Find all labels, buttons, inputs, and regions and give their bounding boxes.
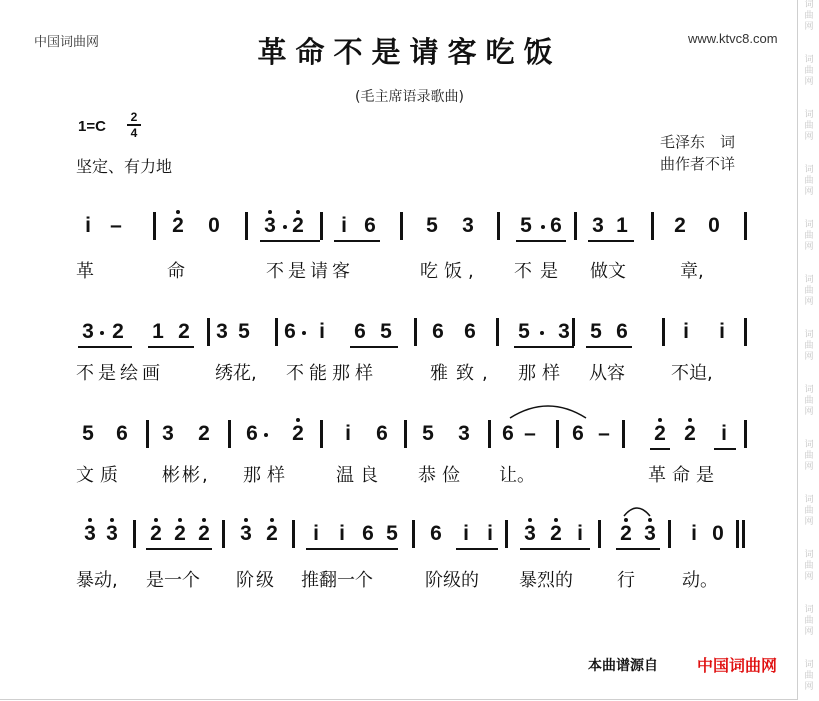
bar-line [320,212,323,240]
bar-line [320,420,323,448]
lyric: 阶级的 [425,570,479,591]
bar-line [744,318,747,346]
lyric: 温良 [336,465,384,486]
note: – [524,422,536,445]
note: i [691,522,697,545]
watermark-mark: 词 曲 网 [804,220,814,252]
lyric: 吃饭, [420,261,480,282]
bar-line [622,420,625,448]
dotted-rhythm-dot [541,225,545,229]
note: 2 [674,214,686,237]
tempo-marking: 坚定、有力地 [76,157,173,176]
time-signature-top: 2 [130,110,138,124]
source-site-link[interactable]: 中国词曲网 [697,656,778,675]
key-signature: 1=C [78,118,106,135]
watermark-mark: 词 曲 网 [804,330,814,362]
note: 3 [162,422,174,445]
note: 2 [112,320,124,343]
note: 3 [592,214,604,237]
watermark-mark: 词 曲 网 [804,165,814,197]
note: 6 [354,320,366,343]
watermark-mark: 词 曲 网 [804,385,814,417]
bar-line [496,318,499,346]
bar-line [207,318,210,346]
note: 2 [178,320,190,343]
note: 6 [432,320,444,343]
lyric: 暴动, [76,570,118,591]
octave-dot [270,518,274,522]
lyric: 革命是 [648,465,720,486]
beam-underline [616,548,660,550]
lyric: 革 [76,261,94,282]
bar-line [153,212,156,240]
note: i [319,320,325,343]
note: i [463,522,469,545]
beam-underline [148,346,194,348]
note: 1 [616,214,628,237]
lyric: 那样 [243,465,291,486]
site-name-left: 中国词曲网 [34,35,100,50]
lyric: 雅致, [430,363,496,384]
note: 3 [644,522,656,545]
note: 3 [216,320,228,343]
note: 0 [712,522,724,545]
beam-underline [586,346,632,348]
watermark-mark: 词 曲 网 [804,440,814,472]
lyric: 做文 [590,261,626,282]
lyric: 不是绘画 [76,363,164,384]
bar-line [275,318,278,346]
octave-dot [88,518,92,522]
beam-underline [334,240,380,242]
bar-line [736,520,739,548]
octave-dot [176,210,180,214]
beam-underline [78,346,132,348]
bar-line [412,520,415,548]
watermark-mark: 词 曲 网 [804,0,814,32]
bar-line [742,520,745,548]
watermark-mark: 词 曲 网 [804,55,814,87]
note: 5 [238,320,250,343]
lyric: 文质 [76,465,124,486]
note: i [85,214,91,237]
bar-line [505,520,508,548]
note: 6 [246,422,258,445]
beam-underline [456,548,498,550]
note: 0 [708,214,720,237]
octave-dot [110,518,114,522]
beam-underline [514,346,574,348]
bar-line [133,520,136,548]
composer-credit: 曲作者不详 [660,155,736,173]
bar-line [574,212,577,240]
octave-dot [178,518,182,522]
note: 3 [524,522,536,545]
lyricist-credit: 毛泽东 词 [660,133,736,151]
beam-underline [714,448,736,450]
lyric: 行 [617,570,635,591]
bar-line [497,212,500,240]
beam-underline [588,240,634,242]
song-subtitle: (毛主席语录歌曲) [355,89,464,105]
note: i [683,320,689,343]
beam-underline [650,448,670,450]
note: – [110,214,122,237]
lyric: 恭俭 [418,465,466,486]
lyric: 阶级 [236,570,276,591]
lyric: 绣花, [215,363,257,384]
note: 2 [198,522,210,545]
lyric: 不是 [514,261,566,282]
song-title: 革命不是请客吃饭 [257,35,562,69]
note: 2 [654,422,666,445]
note: 6 [572,422,584,445]
note: 2 [550,522,562,545]
note: 2 [266,522,278,545]
bar-line [245,212,248,240]
note: i [487,522,493,545]
note: 3 [264,214,276,237]
bar-line [744,212,747,240]
lyric: 不能那样 [286,363,378,384]
note: i [345,422,351,445]
lyric: 暴烈的 [519,570,573,591]
note: 5 [422,422,434,445]
note: 5 [380,320,392,343]
note: 6 [550,214,562,237]
lyric: 让。 [499,465,535,486]
bar-line [222,520,225,548]
watermark-mark: 词 曲 网 [804,660,814,692]
beam-underline [350,346,398,348]
note: 6 [362,522,374,545]
watermark-mark: 词 曲 网 [804,550,814,582]
lyric: 章, [680,261,704,282]
octave-dot [244,518,248,522]
bar-line [414,318,417,346]
note: 2 [172,214,184,237]
lyric: 动。 [682,570,718,591]
bar-line [662,318,665,346]
note: 6 [502,422,514,445]
source-label: 本曲谱源自 [588,658,658,674]
bar-line [400,212,403,240]
note: 0 [208,214,220,237]
bar-line [292,520,295,548]
note: 6 [284,320,296,343]
watermark-mark: 词 曲 网 [804,110,814,142]
note: 1 [152,320,164,343]
bar-line [146,420,149,448]
octave-dot [648,518,652,522]
dotted-rhythm-dot [283,225,287,229]
lyric: 不是请客 [266,261,354,282]
note: 6 [616,320,628,343]
tie-arc [622,504,652,518]
beam-underline [520,548,590,550]
beam-underline [146,548,212,550]
lyric: 是一个 [146,570,200,591]
bar-line [651,212,654,240]
bar-line [228,420,231,448]
dotted-rhythm-dot [302,331,306,335]
note: 6 [376,422,388,445]
octave-dot [202,518,206,522]
bar-line [572,318,575,346]
note: 3 [106,522,118,545]
note: 3 [84,522,96,545]
octave-dot [554,518,558,522]
dotted-rhythm-dot [540,331,544,335]
note: 2 [684,422,696,445]
note: – [598,422,610,445]
note: 2 [198,422,210,445]
octave-dot [528,518,532,522]
site-url: www.ktvc8.com [688,31,778,46]
note: 6 [464,320,476,343]
octave-dot [296,210,300,214]
bar-line [668,520,671,548]
note: 6 [364,214,376,237]
octave-dot [296,418,300,422]
bar-line [556,420,559,448]
note: i [721,422,727,445]
note: 5 [520,214,532,237]
note: 5 [590,320,602,343]
note: 3 [240,522,252,545]
lyric: 命 [167,261,185,282]
beam-underline [260,240,320,242]
bar-line [598,520,601,548]
dotted-rhythm-dot [100,331,104,335]
note: i [339,522,345,545]
note: 3 [462,214,474,237]
beam-underline [516,240,566,242]
octave-dot [688,418,692,422]
lyric: 那样 [518,363,566,384]
note: 6 [116,422,128,445]
note: 2 [150,522,162,545]
note: i [341,214,347,237]
note: i [719,320,725,343]
note: 3 [558,320,570,343]
note: 6 [430,522,442,545]
lyric: 从容 [589,363,625,384]
time-signature [127,111,141,139]
dotted-rhythm-dot [264,433,268,437]
note: i [577,522,583,545]
watermark-mark: 词 曲 网 [804,495,814,527]
note: 5 [426,214,438,237]
octave-dot [268,210,272,214]
note: i [313,522,319,545]
bar-line [404,420,407,448]
note: 5 [82,422,94,445]
lyric: 推翻一个 [301,570,373,591]
tie-arc [508,400,588,420]
note: 5 [518,320,530,343]
time-signature-bottom: 4 [130,126,138,140]
watermark-mark: 词 曲 网 [804,275,814,307]
note: 2 [620,522,632,545]
octave-dot [624,518,628,522]
beam-underline [306,548,398,550]
note: 2 [292,422,304,445]
octave-dot [658,418,662,422]
note: 5 [386,522,398,545]
note: 2 [174,522,186,545]
octave-dot [154,518,158,522]
bar-line [744,420,747,448]
watermark-mark: 词 曲 网 [804,605,814,637]
note: 2 [292,214,304,237]
bar-line [488,420,491,448]
note: 3 [82,320,94,343]
note: 3 [458,422,470,445]
lyric: 不迫, [671,363,713,384]
lyric: 彬彬, [162,465,210,486]
